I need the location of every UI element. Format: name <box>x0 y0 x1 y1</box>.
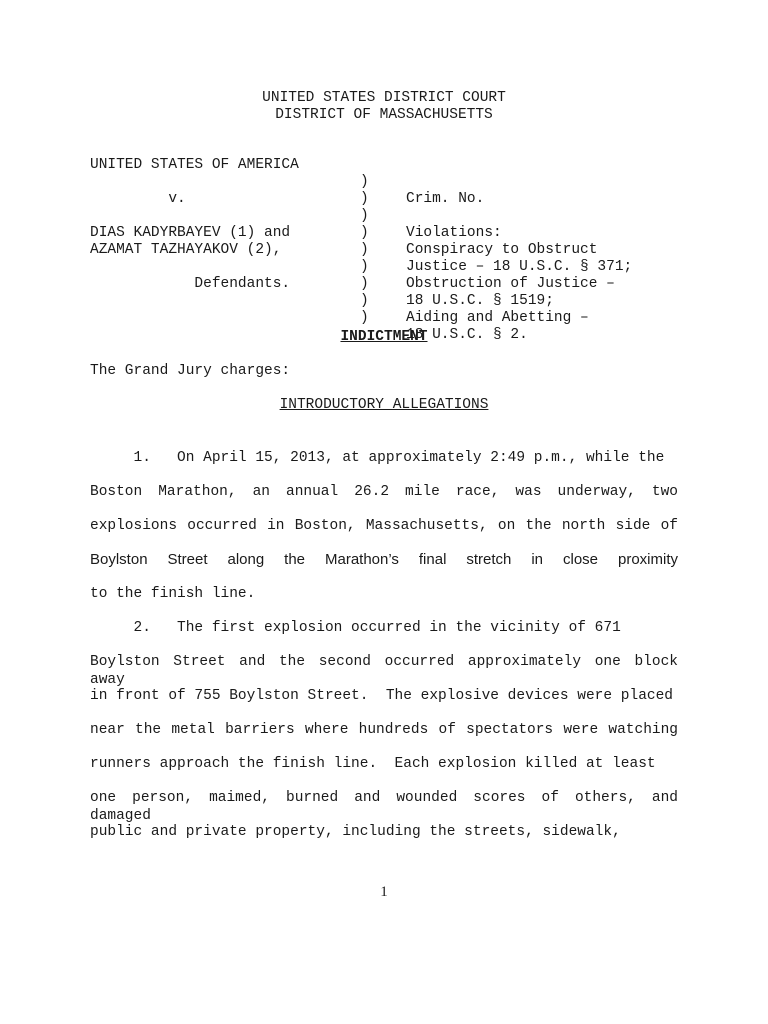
caption-versus: v. <box>90 191 186 207</box>
paragraph-line: explosions occurred in Boston, Massachusetts, on the north side of <box>90 518 678 534</box>
paragraph-line: to the finish line. <box>90 586 256 602</box>
caption-case-info: Obstruction of Justice – <box>406 276 615 292</box>
caption-case-info: Conspiracy to Obstruct <box>406 242 598 258</box>
caption-parenthesis: ) <box>360 174 369 190</box>
caption-parenthesis: ) <box>360 293 369 309</box>
caption-parenthesis: ) <box>360 276 369 292</box>
caption-party: DIAS KADYRBAYEV (1) and <box>90 225 291 241</box>
paragraph-line: Boylston Street and the second occurred approximately one block away <box>90 654 678 688</box>
paragraph-line: 2. The first explosion occurred in the vicinity of 671 <box>90 620 621 636</box>
page-number: 1 <box>380 884 388 900</box>
paragraph-line: public and private property, including the streets, sidewalk, <box>90 824 621 840</box>
grand-jury-line: The Grand Jury charges: <box>90 363 291 379</box>
court-name: UNITED STATES DISTRICT COURT <box>262 90 506 106</box>
caption-parenthesis: ) <box>360 225 369 241</box>
caption-parenthesis: ) <box>360 208 369 224</box>
caption-parenthesis: ) <box>360 191 369 207</box>
caption-parenthesis: ) <box>360 242 369 258</box>
court-district: DISTRICT OF MASSACHUSETTS <box>275 107 493 123</box>
section-heading-text: INTRODUCTORY ALLEGATIONS <box>279 397 489 413</box>
caption-row <box>90 140 485 207</box>
indictment-heading-text: INDICTMENT <box>340 329 428 345</box>
paragraph-line: runners approach the finish line. Each explosion killed at least <box>90 756 656 772</box>
paragraph-line: near the metal barriers where hundreds of spectators were watching <box>90 722 678 738</box>
caption-party: AZAMAT TAZHAYAKOV (2), <box>90 242 282 258</box>
paragraph-line: Boston Marathon, an annual 26.2 mile race, was underway, two <box>90 484 678 500</box>
paragraph-line: in front of 755 Boylston Street. The explosive devices were placed <box>90 688 673 704</box>
paragraph-line: one person, maimed, burned and wounded scores of others, and damaged <box>90 790 678 824</box>
caption-case-info: 18 U.S.C. § 2. <box>406 327 528 343</box>
caption-case-info: Aiding and Abetting – <box>406 310 589 326</box>
caption-party: UNITED STATES OF AMERICA <box>90 157 299 173</box>
caption-case-info: Justice – 18 U.S.C. § 371; <box>406 259 633 275</box>
caption-defendants-label: Defendants. <box>90 276 291 292</box>
caption-parenthesis: ) <box>360 259 369 275</box>
indictment-heading <box>0 329 768 346</box>
caption-case-info: Violations: <box>406 225 502 241</box>
caption-case-info: Crim. No. <box>406 191 485 207</box>
section-heading <box>0 397 768 414</box>
paragraph-line: Boylston Street along the Marathon’s final stretch in close proximity <box>90 551 678 568</box>
caption-parenthesis: ) <box>360 310 369 326</box>
caption-case-info: 18 U.S.C. § 1519; <box>406 293 554 309</box>
paragraph-line: 1. On April 15, 2013, at approximately 2:49 p.m., while the <box>90 450 665 466</box>
